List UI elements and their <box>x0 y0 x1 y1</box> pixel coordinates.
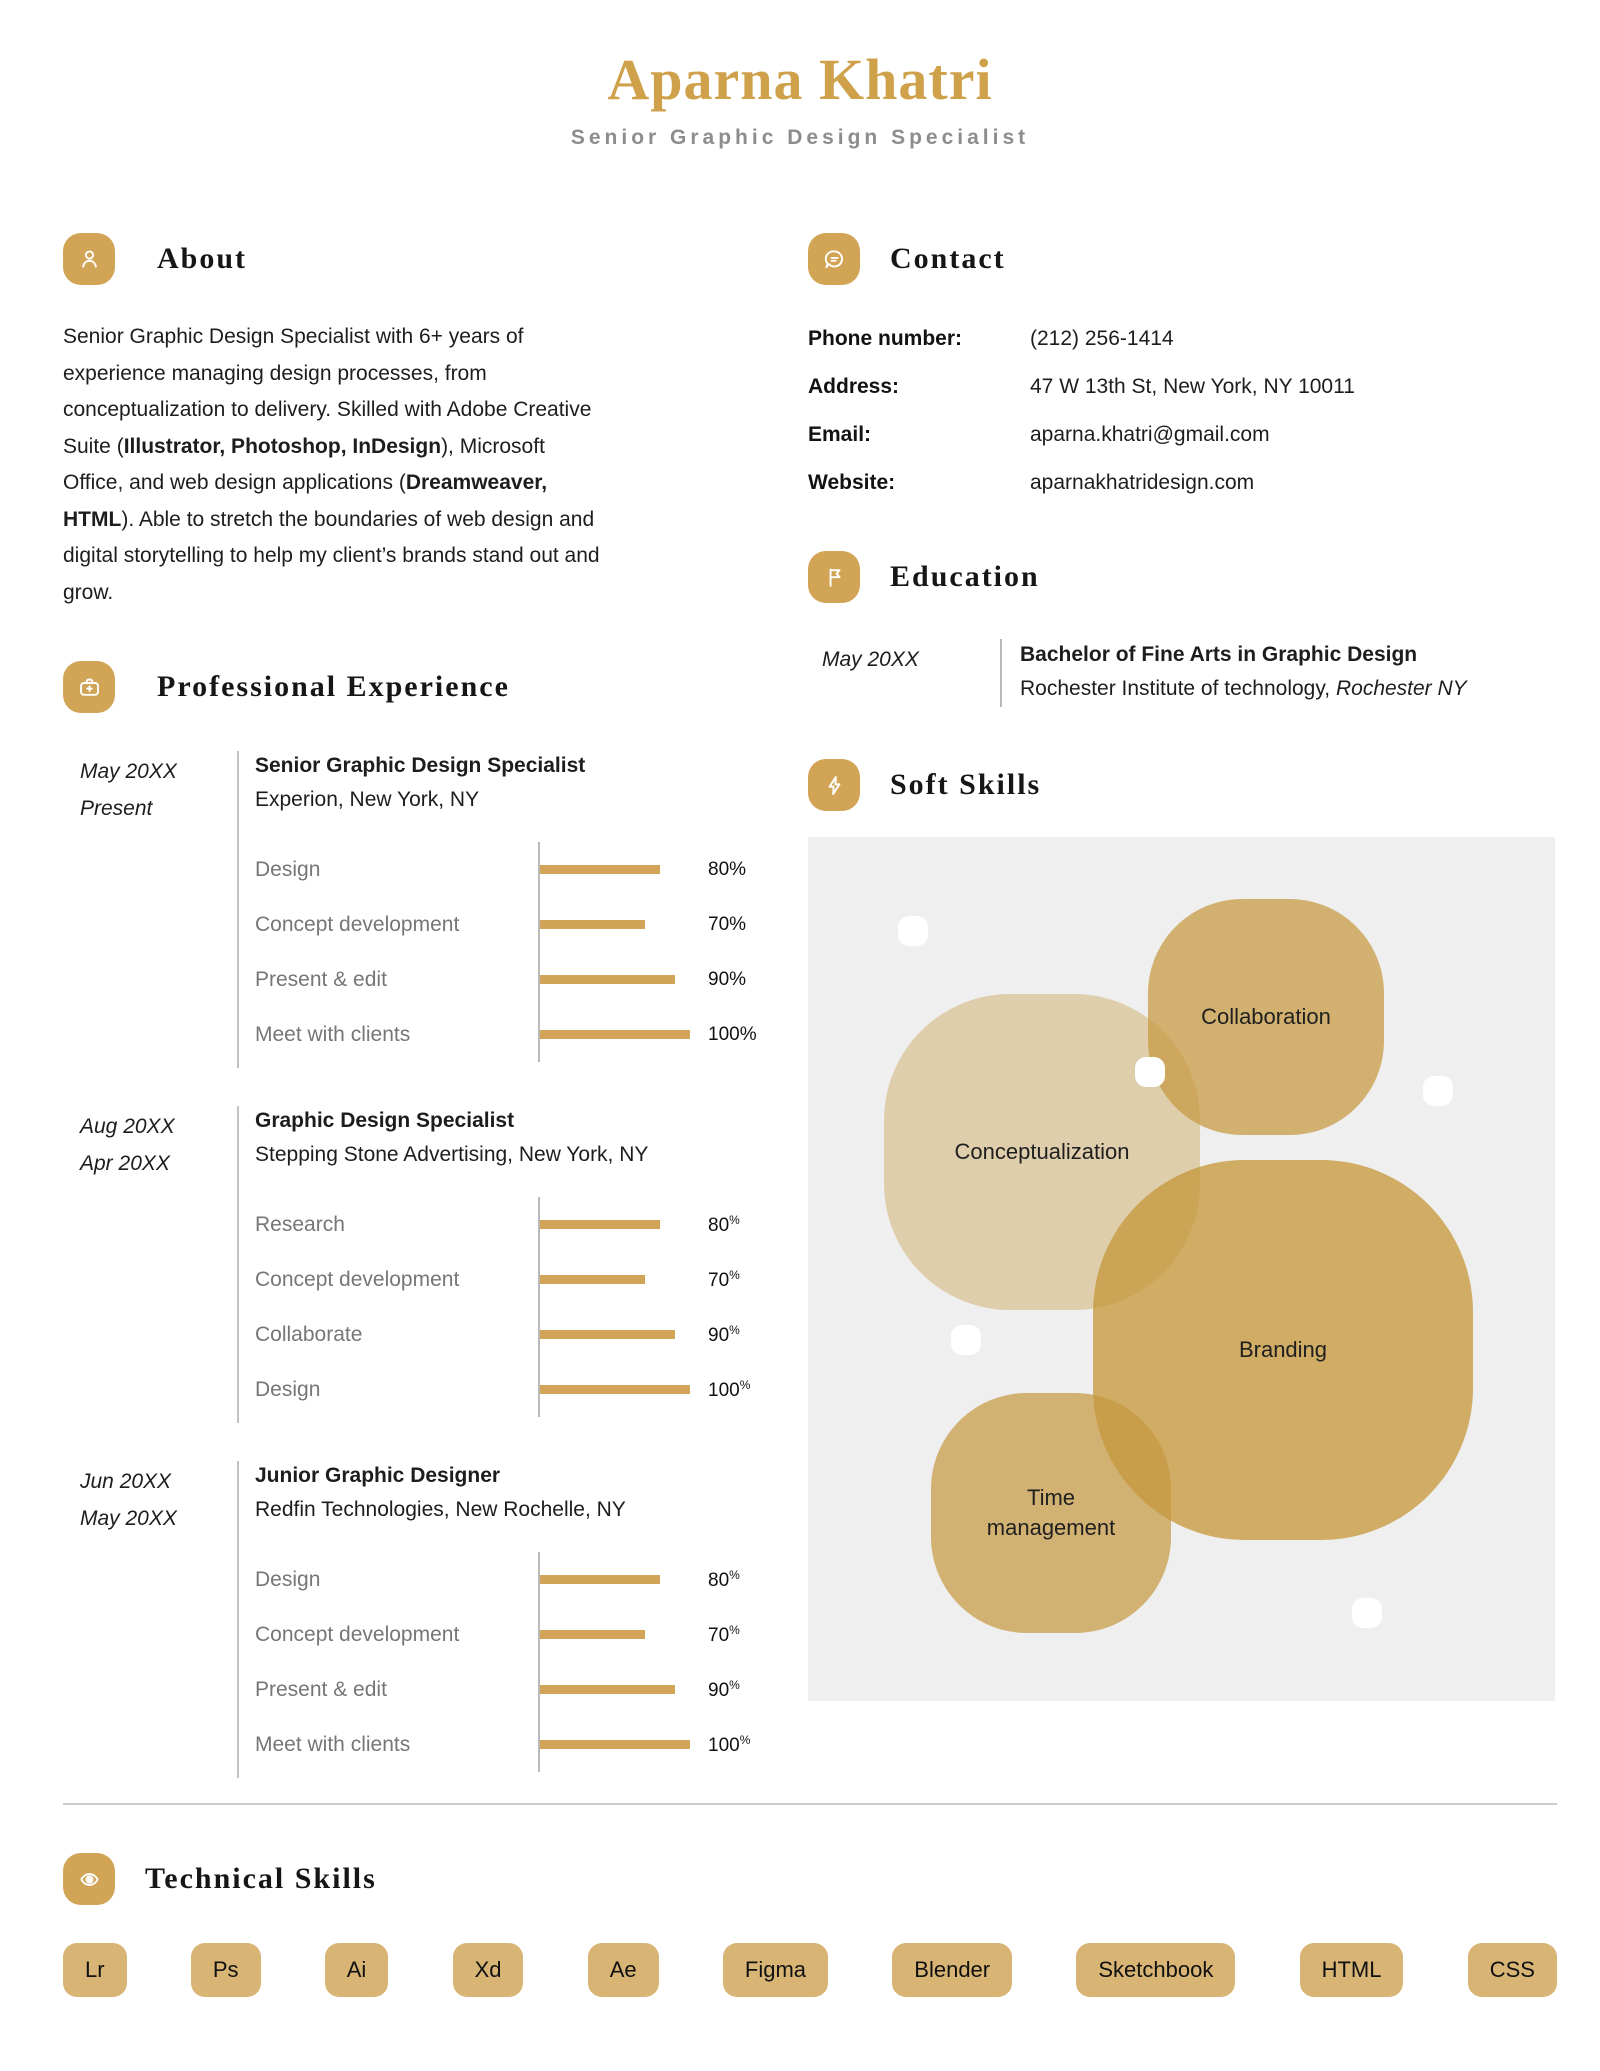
about-section-header <box>63 233 763 285</box>
skill-percent-value: 80 <box>708 858 730 880</box>
tech-skill-tag: CSS <box>1468 1943 1557 1997</box>
skill-bar-track <box>538 1662 692 1717</box>
education-degree: Bachelor of Fine Arts in Graphic Design <box>1020 643 1418 666</box>
contact-title: Contact <box>890 242 1006 275</box>
education-date: May 20XX <box>822 648 919 671</box>
about-bold-run: Dreamweaver, HTML <box>63 471 548 531</box>
skill-bar-track <box>538 952 692 1007</box>
skill-bar-label: Concept development <box>255 1622 460 1646</box>
skill-bars <box>255 842 763 1062</box>
skill-percent <box>708 1568 740 1592</box>
skill-bar-row <box>255 1007 763 1062</box>
chat-icon <box>808 233 860 285</box>
skill-bar <box>540 865 660 874</box>
job-date-end: May 20XX <box>80 1507 177 1530</box>
tech-skill-tag: Ai <box>325 1943 389 1997</box>
skill-percent-value: 90 <box>708 1679 730 1701</box>
experience-section-header <box>63 661 763 713</box>
skill-bar-track <box>538 897 692 952</box>
experience-job <box>63 1461 763 1778</box>
tech-skill-tag: Ps <box>191 1943 261 1997</box>
skill-bar-label: Research <box>255 1212 345 1236</box>
skill-bar-track <box>538 1362 692 1417</box>
skill-bar-row <box>255 1362 763 1417</box>
skill-bar-track <box>538 1552 692 1607</box>
header <box>0 48 1600 150</box>
skill-bar <box>540 1330 675 1339</box>
job-date-end: Apr 20XX <box>80 1152 170 1175</box>
job-date-start: May 20XX <box>80 760 177 783</box>
skill-bar-label: Design <box>255 1567 321 1591</box>
decor-dot <box>951 1325 981 1355</box>
contact-label: Address: <box>808 375 900 398</box>
skill-percent <box>708 1268 740 1292</box>
job-dates <box>63 1106 237 1423</box>
decor-dot <box>1423 1076 1453 1106</box>
skill-bar <box>540 975 675 984</box>
experience-jobs <box>63 751 763 1778</box>
skill-bar-label: Concept development <box>255 912 460 936</box>
job-company: Experion, New York, NY <box>255 788 480 811</box>
skill-bar-track <box>538 1197 692 1252</box>
technical-tags <box>63 1943 1557 1997</box>
skill-bar-track <box>538 1252 692 1307</box>
job-date-end: Present <box>80 797 153 820</box>
job-company: Redfin Technologies, New Rochelle, NY <box>255 1498 626 1521</box>
job-details <box>237 1461 763 1778</box>
contact-label: Website: <box>808 471 896 494</box>
skill-percent-value: 70 <box>708 913 730 935</box>
experience-job <box>63 751 763 1068</box>
skill-bar <box>540 920 645 929</box>
contact-row <box>808 411 1558 459</box>
right-column <box>808 233 1558 1701</box>
skill-bar-row <box>255 897 763 952</box>
percent-symbol: % <box>739 1732 751 1747</box>
percent-symbol: % <box>729 1622 740 1637</box>
job-dates <box>63 751 237 1068</box>
skill-bar-label: Concept development <box>255 1267 460 1291</box>
skill-bar-label: Collaborate <box>255 1322 363 1346</box>
page-title: Aparna Khatri <box>607 47 993 112</box>
bottom-section <box>63 1803 1557 1997</box>
contact-value: (212) 256-1414 <box>1030 327 1174 350</box>
skill-bar <box>540 1385 690 1394</box>
skill-percent <box>708 1213 740 1237</box>
job-details <box>237 751 763 1068</box>
skill-bar <box>540 1220 660 1229</box>
skill-bar <box>540 1575 660 1584</box>
job-date-start: Jun 20XX <box>80 1470 172 1493</box>
left-column <box>63 233 763 1778</box>
soft-skills-title: Soft Skills <box>890 768 1042 801</box>
soft-skill-bubble <box>931 1393 1171 1633</box>
skill-bar <box>540 1740 690 1749</box>
percent-symbol: % <box>729 1267 740 1282</box>
skill-bars <box>255 1197 763 1417</box>
skill-bar-track <box>538 1717 692 1772</box>
skill-percent-value: 70 <box>708 1269 730 1291</box>
percent-symbol: % <box>729 1567 740 1582</box>
skill-bar-track <box>538 1607 692 1662</box>
skill-bar-track <box>538 1307 692 1362</box>
skill-bar-label: Present & edit <box>255 967 387 991</box>
flag-icon <box>808 551 860 603</box>
skill-percent <box>708 1623 740 1647</box>
contact-value: 47 W 13th St, New York, NY 10011 <box>1030 375 1355 398</box>
education-details <box>1000 639 1558 707</box>
education-section-header <box>808 551 1558 603</box>
tech-skill-tag: Blender <box>892 1943 1012 1997</box>
percent-symbol: % <box>729 1322 740 1337</box>
skill-percent-value: 100 <box>708 1023 740 1045</box>
job-role: Senior Graphic Design Specialist <box>255 754 586 777</box>
contact-value: aparna.khatri@gmail.com <box>1030 423 1270 446</box>
decor-dot <box>1352 1598 1382 1628</box>
skill-bar-row <box>255 952 763 1007</box>
percent-symbol: % <box>729 913 747 935</box>
about-bold-run: Illustrator, Photoshop, InDesign <box>123 434 442 458</box>
about-text-run: Senior Graphic Design Specialist with 6+ years of experience managing design processes, from conceptualization to delivery. Skilled with Adobe Creative Suite ( <box>63 325 592 458</box>
section-divider <box>63 1803 1557 1805</box>
skill-percent <box>708 1678 740 1702</box>
skill-bar <box>540 1030 690 1039</box>
skill-percent-value: 80 <box>708 1569 730 1591</box>
skill-bar-row <box>255 1662 763 1717</box>
contact-row <box>808 459 1558 507</box>
education-school: Rochester Institute of technology, Rochester NY <box>1020 677 1467 700</box>
tech-skill-tag: Figma <box>723 1943 828 1997</box>
education-entry <box>808 639 1558 707</box>
skill-percent-value: 100 <box>708 1379 740 1401</box>
about-title: About <box>157 242 248 275</box>
skill-percent-value: 90 <box>708 968 730 990</box>
skill-bar <box>540 1275 645 1284</box>
skill-bar-label: Design <box>255 857 321 881</box>
contact-value: aparnakhatridesign.com <box>1030 471 1255 494</box>
skill-percent <box>708 969 746 991</box>
soft-skill-bubble-label: Collaboration <box>1201 1004 1331 1029</box>
decor-dot <box>898 916 928 946</box>
skill-percent <box>708 914 746 936</box>
skill-bar-track <box>538 1007 692 1062</box>
contact-rows <box>808 315 1558 507</box>
tech-skill-tag: Xd <box>453 1943 524 1997</box>
skill-bar-row <box>255 1307 763 1362</box>
experience-title: Professional Experience <box>157 670 510 703</box>
soft-skill-bubble-label: Conceptualization <box>954 1139 1130 1164</box>
skill-bar-row <box>255 1197 763 1252</box>
job-dates <box>63 1461 237 1778</box>
skill-percent-value: 100 <box>708 1734 740 1756</box>
skill-bar-label: Present & edit <box>255 1677 387 1701</box>
tech-skill-tag: Sketchbook <box>1076 1943 1235 1997</box>
contact-row <box>808 363 1558 411</box>
soft-skills-section-header <box>808 759 1558 811</box>
skill-bar-row <box>255 1717 763 1772</box>
tech-skill-tag: Lr <box>63 1943 127 1997</box>
skill-bar-label: Meet with clients <box>255 1022 411 1046</box>
skill-percent <box>708 1024 757 1046</box>
skill-percent-value: 80 <box>708 1214 730 1236</box>
skill-percent <box>708 1733 750 1757</box>
education-school-location: Rochester NY <box>1335 677 1467 700</box>
percent-symbol: % <box>729 858 747 880</box>
job-company: Stepping Stone Advertising, New York, NY <box>255 1143 649 1166</box>
skill-percent <box>708 1323 740 1347</box>
experience-job <box>63 1106 763 1423</box>
about-paragraph <box>63 319 608 611</box>
soft-skills-panel <box>808 837 1555 1701</box>
percent-symbol: % <box>729 968 747 990</box>
job-date-start: Aug 20XX <box>80 1115 175 1138</box>
skill-bar-row <box>255 1552 763 1607</box>
tech-skill-tag: Ae <box>588 1943 659 1997</box>
page-subtitle: Senior Graphic Design Specialist <box>570 125 1030 149</box>
eye-icon <box>63 1853 115 1905</box>
job-details <box>237 1106 763 1423</box>
about-text-run: ). Able to stretch the boundaries of web design and digital storytelling to help my client’s brands stand out and grow. <box>63 507 600 604</box>
person-icon <box>63 233 115 285</box>
contact-section-header <box>808 233 1558 285</box>
tech-skill-tag: HTML <box>1300 1943 1404 1997</box>
decor-dot <box>1135 1057 1165 1087</box>
skill-percent <box>708 859 746 881</box>
soft-skill-bubble-label: Time management <box>986 1485 1116 1540</box>
skill-bar <box>540 1630 645 1639</box>
percent-symbol: % <box>729 1677 740 1692</box>
skill-bar <box>540 1685 675 1694</box>
contact-label: Email: <box>808 423 872 446</box>
skill-bar-row <box>255 842 763 897</box>
percent-symbol: % <box>739 1377 751 1392</box>
skill-bar-row <box>255 1607 763 1662</box>
about-text-run: ), Microsoft Office, and web design applications ( <box>63 434 545 494</box>
skill-percent-value: 70 <box>708 1624 730 1646</box>
technical-section-header <box>63 1853 1557 1905</box>
soft-skill-bubble <box>1148 899 1384 1135</box>
skill-percent <box>708 1378 750 1402</box>
skill-bars <box>255 1552 763 1772</box>
skill-bar-label: Meet with clients <box>255 1732 411 1756</box>
soft-skill-bubble-label: Branding <box>1238 1337 1328 1362</box>
skill-bar-track <box>538 842 692 897</box>
skill-percent-value: 90 <box>708 1324 730 1346</box>
education-title: Education <box>890 560 1040 593</box>
contact-label: Phone number: <box>808 327 963 350</box>
skill-bar-row <box>255 1252 763 1307</box>
contact-row <box>808 315 1558 363</box>
bolt-icon <box>808 759 860 811</box>
job-role: Graphic Design Specialist <box>255 1109 515 1132</box>
technical-title: Technical Skills <box>145 1862 377 1895</box>
job-role: Junior Graphic Designer <box>255 1464 501 1487</box>
skill-bar-label: Design <box>255 1377 321 1401</box>
percent-symbol: % <box>729 1212 740 1227</box>
briefcase-icon <box>63 661 115 713</box>
percent-symbol: % <box>739 1023 757 1045</box>
